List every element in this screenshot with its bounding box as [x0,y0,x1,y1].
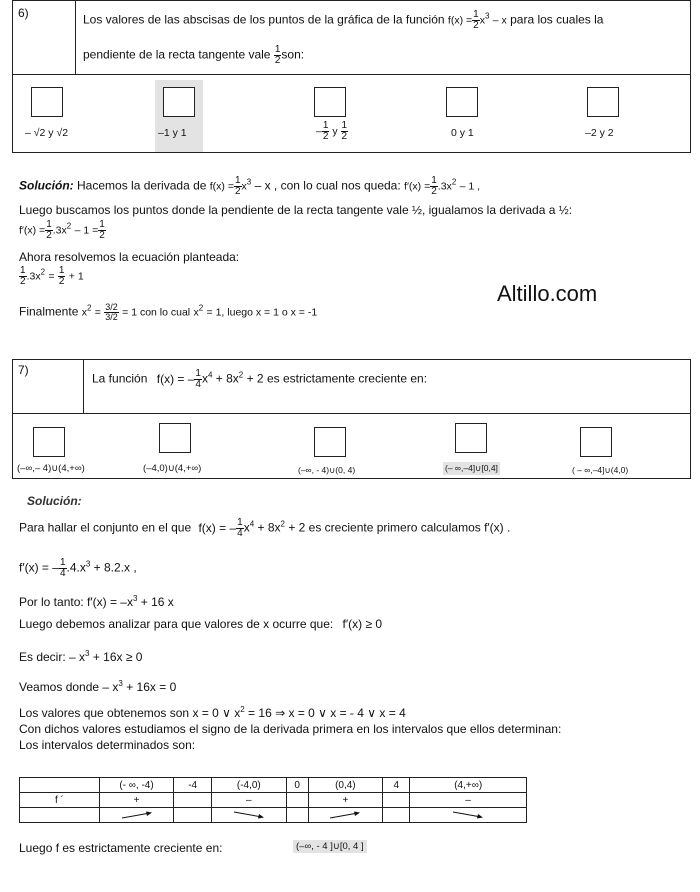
decreasing-arrow-icon [232,810,266,820]
q7-number: 7) [18,363,29,377]
sign-table-arrow-row [20,808,527,823]
watermark-altillo: Altillo.com [497,281,598,306]
sign-table-header: (-4,0) [212,778,287,793]
q7-option-2-checkbox[interactable] [159,423,191,453]
sign-table-header: 4 [383,778,410,793]
sol7-p3: Por lo tanto: $f'(x) = -x^3 + 16$ x [19,594,174,609]
sign-table-header: (4,+∞) [410,778,527,793]
q7-option-1-label: (–∞,– 4)∪(4,+∞) [17,463,85,474]
sign-cell [286,793,308,808]
q6-option-4-label: 0 y 1 [451,127,474,139]
sign-cell: + [99,793,174,808]
q7-option-5-checkbox[interactable] [580,427,612,457]
sol7-conclusion: Luego f es estrictamente creciente en: [19,841,223,855]
q7-option-2-label: (–4,0)∪(4,+∞) [143,463,202,474]
q7-statement: La función f(x) = – $\frac{1}{4}$ $x^4 + 8x^2 + 2$ es estrictamente creciente en: [92,368,428,390]
sol7-p8: Con dichos valores estudiamos el signo de la derivada primera en los intervalos que ellos determinan: [19,722,562,736]
sign-table-row-label: f ´ [20,793,100,808]
sign-table-header: 0 [286,778,308,793]
sign-table-header [20,778,100,793]
sol6-heading: Solución: [19,178,74,193]
q7-option-4-checkbox[interactable] [455,423,487,453]
q6-option-1-checkbox[interactable] [31,87,63,117]
q6-number: 6) [18,6,29,20]
sol6-line1: Solución: Hacemos la derivada de f(x) = $\frac{1}{2}$ $x^3$ – x , con lo cual nos queda: f′(x) = $\frac{1}{2}$ $.3x^2 - 1$ , [19,175,481,197]
sol6-line4: Ahora resolvemos la ecuación planteada: [19,250,240,264]
sol7-conclusion-answer: (–∞, - 4 ]∪[0, 4 ] [293,840,367,853]
sign-cell: + [308,793,383,808]
q6-option-3-checkbox[interactable] [314,87,346,117]
q7-option-4-label: (– ∞,–4]∪[0,4] [445,463,498,473]
q7-option-5-label: ( – ∞,–4]∪(4,0) [572,465,629,475]
sol6-line5: $\frac{1}{2}$ $.3x^2$ = $\frac{1}{2}$ + 1 [20,265,84,287]
sign-table-header-row [20,778,527,793]
sol7-p2: f′(x) = – $\frac{1}{4}$ $.4.x^3 + 8.2.x$ , [19,557,137,579]
sol7-p7: Los valores que obtenemos son x = 0 ∨ $x^2 = 16$ ⇒ x = 0 ∨ x = - 4 ∨ x = 4 [19,705,406,720]
sign-table-sign-row [20,793,527,808]
sign-table-header: (- ∞, -4) [99,778,174,793]
sol7-p5: Es decir: – $x^3 + 16x \ge 0$ [19,649,143,664]
sol7-heading: Solución: [27,494,82,508]
q7-separator [12,413,691,414]
q7-option-3-checkbox[interactable] [314,427,346,457]
sol7-p9: Los intervalos determinados son: [19,738,196,752]
sol7-p6: Veamos donde – $x^3 + 16x = 0$ [19,679,177,694]
q7-option-3-label: (–∞, - 4)∪(0, 4) [298,465,356,475]
decreasing-arrow-icon [451,810,485,820]
sol6-line6: Finalmente $x^2$ = $\frac{3/2}{3/2}$ = 1 con lo cual $x^2 = 1$, luego x = 1 o x = -1 [19,302,318,322]
q6-option-2-checkbox[interactable] [163,87,195,117]
sign-cell: – [410,793,527,808]
sign-cell: – [212,793,287,808]
q6-option-5-checkbox[interactable] [587,87,619,117]
sol6-line2: Luego buscamos los puntos donde la pendiente de la recta tangente vale ½, igualamos la derivada a ½: [19,203,573,217]
q6-option-2-label: –1 y 1 [158,127,187,139]
q6-option-3-label: – $\frac{1}{2}$ y $\frac{1}{2}$ [316,120,348,142]
sign-table-header: (0,4) [308,778,383,793]
q6-option-1-label: – √2 y √2 [25,127,69,139]
q7-option-1-checkbox[interactable] [33,427,65,457]
sol7-p1: Para hallar el conjunto en el que f(x) = – $\frac{1}{4}$ $x^4 + 8x^2 + 2$ es creciente primero calculamos f′(x) . [19,517,511,539]
q6-option-4-checkbox[interactable] [446,87,478,117]
q7-divider [83,359,84,413]
sign-table [19,777,527,823]
q6-statement-line2: pendiente de la recta tangente vale $\frac{1}{2}$ son: [83,44,305,66]
sol6-line3: f′(x) = $\frac{1}{2}$ $.3x^2 - 1$ = $\frac{1}{2}$ [19,219,105,241]
sign-cell [383,793,410,808]
increasing-arrow-icon [328,810,362,820]
sign-cell [174,793,212,808]
q6-separator [12,74,691,75]
q6-statement-line1: Los valores de las abscisas de los puntos de la gráfica de la función f(x) = $\frac{1}{2}$ $x^3$ – x para los cuales la [83,9,604,31]
sol7-p4: Luego debemos analizar para que valores de x ocurre que: f′(x) ≥ 0 [19,617,383,631]
q6-divider [75,0,76,74]
increasing-arrow-icon [120,810,154,820]
q6-option-5-label: –2 y 2 [585,127,614,139]
sign-table-header: -4 [174,778,212,793]
